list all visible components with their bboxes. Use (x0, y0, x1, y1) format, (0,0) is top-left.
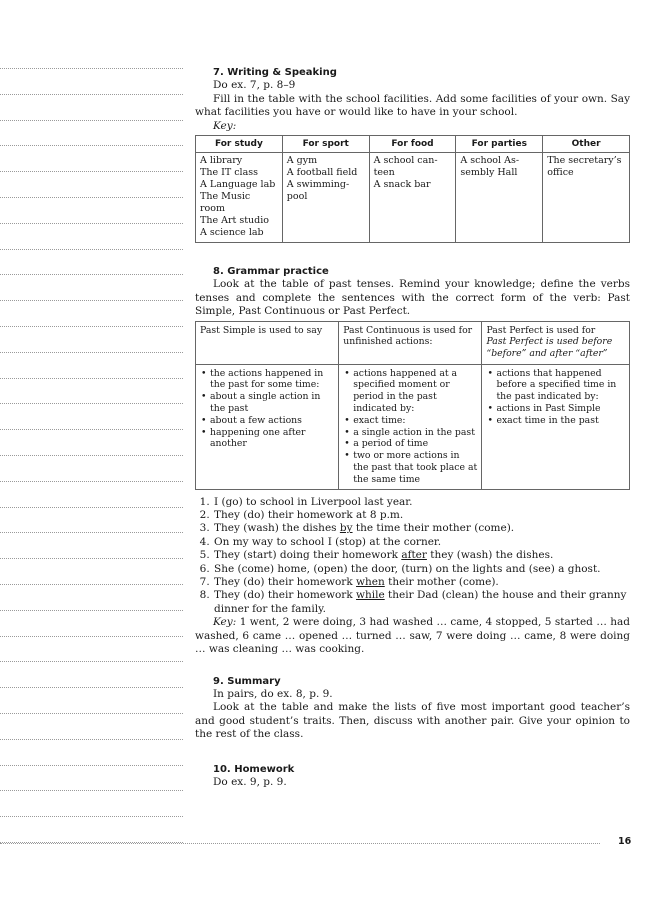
column-header: For parties (456, 136, 543, 153)
key-text: 1 went, 2 were doing, 3 had washed … came, 4 stopped, 5 started … had washed, 6 came … opened … turned … saw, 7 were doing … came, 8 were doing … was cleaning … was cooking. (195, 616, 630, 656)
table-cell-study (196, 153, 283, 243)
homework-line: Do ex. 9, p. 9. (213, 775, 287, 788)
list-item: • about a few actions (200, 415, 334, 427)
section-writing-speaking (195, 66, 630, 243)
margin-dotted-line (0, 455, 183, 456)
cell-line: A school As- (460, 155, 520, 167)
section-title: 7. Writing & Speaking (213, 67, 337, 78)
section-grammar-practice (195, 265, 630, 656)
cell-line: pool (286, 191, 308, 203)
sentence: 2. They (do) their homework at 8 p.m. (213, 509, 630, 522)
cell-line: The Music room (200, 191, 251, 215)
sentence: 7. They (do) their homework when their mother (come). (213, 576, 630, 589)
cell-line: The IT class (200, 167, 258, 179)
header-line: Past Perfect is used for (486, 324, 596, 336)
instruction-text: Fill in the table with the school facilities. Add some facilities of your own. Say what facilities you have or would like to have in your school. (195, 92, 630, 119)
facilities-table (195, 135, 630, 243)
table-cell-other (543, 153, 630, 243)
past-tenses-table (195, 321, 630, 490)
cell-line: A snack bar (373, 179, 431, 191)
key-label: Key: (213, 119, 237, 132)
list-item: • a period of time (343, 438, 477, 450)
margin-dotted-line (0, 429, 183, 430)
page-number: 16 (618, 836, 632, 847)
instruction-text: Look at the table of past tenses. Remind your knowledge; define the verbs tenses and complete the sentences with the correct form of the verb: Past Simple, Past Continuous or Past Perfect. (195, 278, 630, 318)
footer-divider (0, 843, 600, 844)
margin-dotted-line (0, 352, 183, 353)
column-header: For food (369, 136, 456, 153)
margin-dotted-line (0, 171, 183, 172)
sentence: 4. On my way to school I (stop) at the corner. (213, 536, 630, 549)
column-header: Past Simple is used to say (196, 321, 339, 364)
margin-dotted-line (0, 223, 183, 224)
table-cell-parties (456, 153, 543, 243)
list-item: • exact time: (343, 415, 477, 427)
margin-dotted-line (0, 274, 183, 275)
column-header (482, 321, 630, 364)
cell-line: sembly Hall (460, 167, 518, 179)
cell-line: A gym (286, 155, 318, 167)
column-header: For study (196, 136, 283, 153)
cell-line: The Art studio (200, 215, 269, 227)
margin-dotted-line (0, 145, 183, 146)
section-title: 10. Homework (213, 763, 295, 775)
list-item: • actions that happened before a specified time in the past indicated by: (486, 368, 625, 403)
header-note: Past Perfect is used before “before” and after “after” (486, 336, 613, 360)
margin-dotted-line (0, 120, 183, 121)
margin-dotted-line (0, 197, 183, 198)
list-item: • a single action in the past (343, 427, 477, 439)
cell-line: A Language lab (200, 179, 276, 191)
margin-dotted-line (0, 661, 183, 662)
section-homework (195, 763, 630, 790)
margin-dotted-line (0, 507, 183, 508)
answer-key (195, 616, 630, 656)
cell-line: The secretary’s (547, 155, 622, 167)
margin-dotted-line (0, 765, 183, 766)
table-cell-past-perfect (482, 364, 630, 489)
cell-line: A swimming- (286, 179, 350, 191)
column-header: Other (543, 136, 630, 153)
column-header: For sport (282, 136, 369, 153)
cell-line: A library (200, 155, 243, 167)
sentence: 6. She (come) home, (open) the door, (turn) on the lights and (see) a ghost. (213, 563, 630, 576)
list-item: • actions happened at a specified moment or period in the past indicated by: (343, 368, 477, 415)
margin-dotted-line (0, 584, 183, 585)
margin-dotted-line (0, 687, 183, 688)
margin-dotted-line (0, 713, 183, 714)
do-exercise: Do ex. 7, p. 8–9 (213, 79, 296, 92)
page-content (195, 66, 630, 789)
section-title: 9. Summary (213, 675, 281, 687)
margin-dotted-line (0, 790, 183, 791)
margin-dotted-line (0, 300, 183, 301)
margin-dotted-line (0, 532, 183, 533)
table-cell-past-simple (196, 364, 339, 489)
list-item: • the actions happened in the past for some time: (200, 368, 334, 392)
key-label: Key: (213, 616, 237, 629)
list-item: • happening one after another (200, 427, 334, 451)
margin-dotted-line (0, 326, 183, 327)
sentence: 5. They (start) doing their homework after they (wash) the dishes. (213, 549, 630, 562)
list-item: • about a single action in the past (200, 391, 334, 415)
margin-dotted-line (0, 378, 183, 379)
cell-line: A science lab (200, 227, 264, 239)
section-summary (195, 675, 630, 742)
table-cell-sport (282, 153, 369, 243)
cell-line: A school can- (373, 155, 438, 167)
margin-dotted-line (0, 94, 183, 95)
margin-dotted-line (0, 816, 183, 817)
margin-dotted-line (0, 249, 183, 250)
column-header: Past Continuous is used for unfinished actions: (339, 321, 482, 364)
list-item: • exact time in the past (486, 415, 625, 427)
sentence: 8. They (do) their homework while their Dad (clean) the house and their granny dinner for the family. (213, 589, 630, 616)
list-item: • actions in Past Simple (486, 403, 625, 415)
table-cell-food (369, 153, 456, 243)
table-cell-past-continuous (339, 364, 482, 489)
sentence: 3. They (wash) the dishes by the time their mother (come). (213, 522, 630, 535)
list-item: • two or more actions in the past that took place at the same time (343, 450, 477, 485)
margin-dotted-line (0, 636, 183, 637)
margin-dotted-line (0, 481, 183, 482)
summary-instruction: Look at the table and make the lists of five most important good teacher’s and good student’s traits. Then, discuss with another pair. Give your opinion to the rest of the class. (195, 701, 630, 741)
margin-dotted-line (0, 558, 183, 559)
margin-dotted-line (0, 739, 183, 740)
margin-dotted-line (0, 403, 183, 404)
margin-dotted-line (0, 68, 183, 69)
cell-line: A football field (286, 167, 358, 179)
section-title: 8. Grammar practice (213, 266, 329, 278)
cell-line: office (547, 167, 574, 179)
sentence: 1. I (go) to school in Liverpool last year. (213, 496, 630, 509)
cell-line: teen (373, 167, 395, 179)
margin-dotted-line (0, 610, 183, 611)
sentences-list (195, 496, 630, 617)
summary-line: In pairs, do ex. 8, p. 9. (213, 687, 333, 700)
